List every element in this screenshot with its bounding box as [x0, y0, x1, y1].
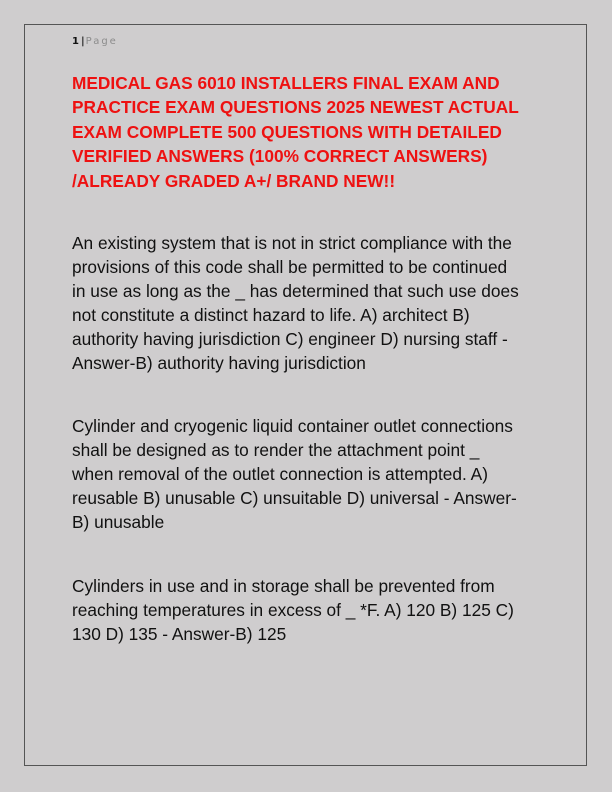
answer-line: 130 D) 135 - Answer-B) 125 — [72, 624, 287, 644]
title-line: /ALREADY GRADED A+/ BRAND NEW!! — [72, 170, 396, 191]
question-block — [72, 231, 552, 375]
page-label: Page — [85, 36, 118, 47]
question-line: Cylinders in use and in storage shall be prevented from — [72, 576, 495, 596]
answer-line: B) unusable — [72, 512, 165, 532]
answer-line: Answer-B) authority having jurisdiction — [72, 353, 366, 373]
page-number-header — [72, 36, 118, 48]
question-line: reusable B) unusable C) unsuitable D) universal - Answer- — [72, 488, 517, 508]
question-line: Cylinder and cryogenic liquid container outlet connections — [72, 416, 513, 436]
question-line: when removal of the outlet connection is attempted. A) — [72, 464, 488, 484]
question-line: provisions of this code shall be permitted to be continued — [72, 257, 508, 277]
title-line: VERIFIED ANSWERS (100% CORRECT ANSWERS) — [72, 146, 488, 167]
page-number-separator: | — [80, 36, 85, 47]
question-block — [72, 574, 552, 646]
title-line: EXAM COMPLETE 500 QUESTIONS WITH DETAILED — [72, 121, 502, 142]
question-line: authority having jurisdiction C) engineer D) nursing staff - — [72, 329, 508, 349]
question-line: in use as long as the _ has determined that such use does — [72, 281, 519, 301]
question-line: reaching temperatures in excess of _ *F. A) 120 B) 125 C) — [72, 600, 514, 620]
question-line: An existing system that is not in strict compliance with the — [72, 233, 512, 253]
title-line: PRACTICE EXAM QUESTIONS 2025 NEWEST ACTUAL — [72, 97, 519, 118]
question-line: not constitute a distinct hazard to life. A) architect B) — [72, 305, 470, 325]
question-block — [72, 414, 552, 534]
title-line: MEDICAL GAS 6010 INSTALLERS FINAL EXAM AND — [72, 73, 500, 93]
document-title — [72, 71, 552, 193]
question-line: shall be designed as to render the attachment point _ — [72, 440, 480, 460]
page-number: 1 — [72, 36, 79, 47]
